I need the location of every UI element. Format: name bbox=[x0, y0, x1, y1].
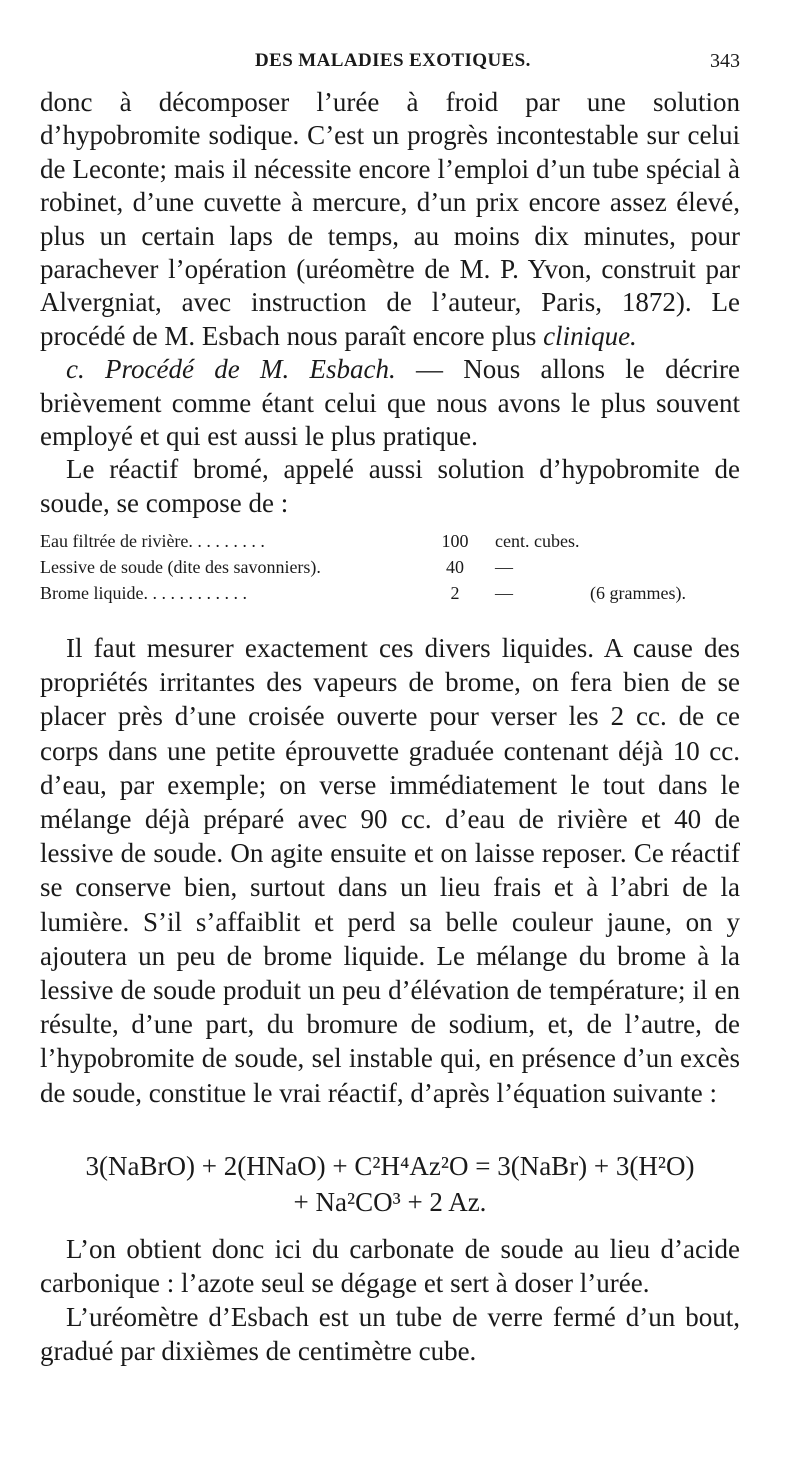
recipe-item: Eau filtrée de rivière. . . . . . . . . bbox=[40, 531, 265, 551]
page-header bbox=[40, 50, 740, 80]
equation-line-1: 3(NaBrO) + 2(HNaO) + C²H⁴Az²O = 3(NaBr) + 3(H²O) bbox=[85, 1151, 695, 1181]
recipe-row bbox=[40, 580, 740, 606]
body-text-bottom bbox=[40, 1232, 740, 1368]
paragraph-reagent-intro: Le réactif bromé, appelé aussi solution d’hypobromite de soude, se compose de : bbox=[40, 454, 740, 518]
paragraph-esbach-procedure bbox=[40, 353, 740, 453]
procedure-letter: c. bbox=[66, 354, 85, 385]
recipe-quantity: 40 bbox=[446, 557, 464, 577]
procedure-text: — Nous allons le décrire brièvement comme étant celui que nous avons le plus souvent employé et qui est aussi le plus pratique. bbox=[40, 354, 741, 452]
procedure-title: Procédé de M. Esbach. bbox=[105, 354, 396, 385]
recipe-unit: — bbox=[495, 583, 513, 603]
chemical-equation bbox=[40, 1148, 740, 1220]
paragraph-preparation: Il faut mesurer exactement ces divers liquides. A cause des propriétés irritantes des vapeurs de brome, on fera bien de se placer près d’une croisée ouverte pour verser les 2 cc. de ce corps dans une petite éprouvette graduée contenant déjà 10 cc. d’eau, par exemple; on verse immédiatement le tout dans le mélange déjà préparé avec 90 cc. d’eau de rivière et 40 de lessive de soude. On agite ensuite et on laisse reposer. Ce réactif se conserve bien, surtout dans un lieu frais et à l’abri de la lumière. S’il s’affaiblit et perd sa belle couleur jaune, on y ajoutera un peu de brome liquide. Le mélange du brome à la lessive de soude produit un peu d’élévation de température; il en résulte, d’une part, du bromure de sodium, et, de l’autre, de l’hypobromite de soude, sel instable qui, en présence d’un excès de soude, constitue le vrai réactif, d’après l’équation suivante : bbox=[40, 633, 740, 1108]
recipe-item: Brome liquide. . . . . . . . . . . . bbox=[40, 583, 247, 603]
recipe-row bbox=[40, 528, 740, 554]
recipe-unit: — bbox=[495, 557, 513, 577]
italic-word: clinique. bbox=[543, 320, 637, 351]
running-title: DES MALADIES EXOTIQUES. bbox=[255, 50, 531, 71]
recipe-note: (6 grammes). bbox=[590, 583, 686, 603]
body-text-top bbox=[40, 86, 740, 520]
recipe-unit: cent. cubes. bbox=[495, 531, 580, 551]
body-text-middle bbox=[40, 631, 740, 1110]
paragraph-urea-decomposition: donc à décomposer l’urée à froid par une solution d’hypobromite sodique. C’est un progrès incontestable sur celui de Leconte; mais il nécessite encore l’emploi d’un tube spécial à robinet, d’une cuvette à mercure, d’un prix encore assez élevé, plus un certain laps de temps, au moins dix minutes, pour parachever l’opération (uréomètre de M. P. Yvon, construit par Alvergniat, avec instruction de l’auteur, Paris, 1872). Le procédé de M. Esbach nous paraît encore plus clinique. bbox=[40, 87, 740, 351]
equation-line-2: + Na²CO³ + 2 Az. bbox=[293, 1187, 487, 1217]
recipe-table bbox=[40, 528, 740, 606]
page-number: 343 bbox=[710, 50, 740, 72]
recipe-quantity: 100 bbox=[441, 531, 469, 551]
paragraph-ureometer: L’uréomètre d’Esbach est un tube de verre fermé d’un bout, gradué par dixièmes de centimètre cube. bbox=[40, 1302, 740, 1366]
recipe-item: Lessive de soude (dite des savonniers). bbox=[40, 557, 321, 577]
recipe-quantity: 2 bbox=[450, 583, 460, 603]
recipe-row bbox=[40, 554, 740, 580]
paragraph-carbonate: L’on obtient donc ici du carbonate de soude au lieu d’acide carbonique : l’azote seul se dégage et sert à doser l’urée. bbox=[40, 1234, 740, 1298]
